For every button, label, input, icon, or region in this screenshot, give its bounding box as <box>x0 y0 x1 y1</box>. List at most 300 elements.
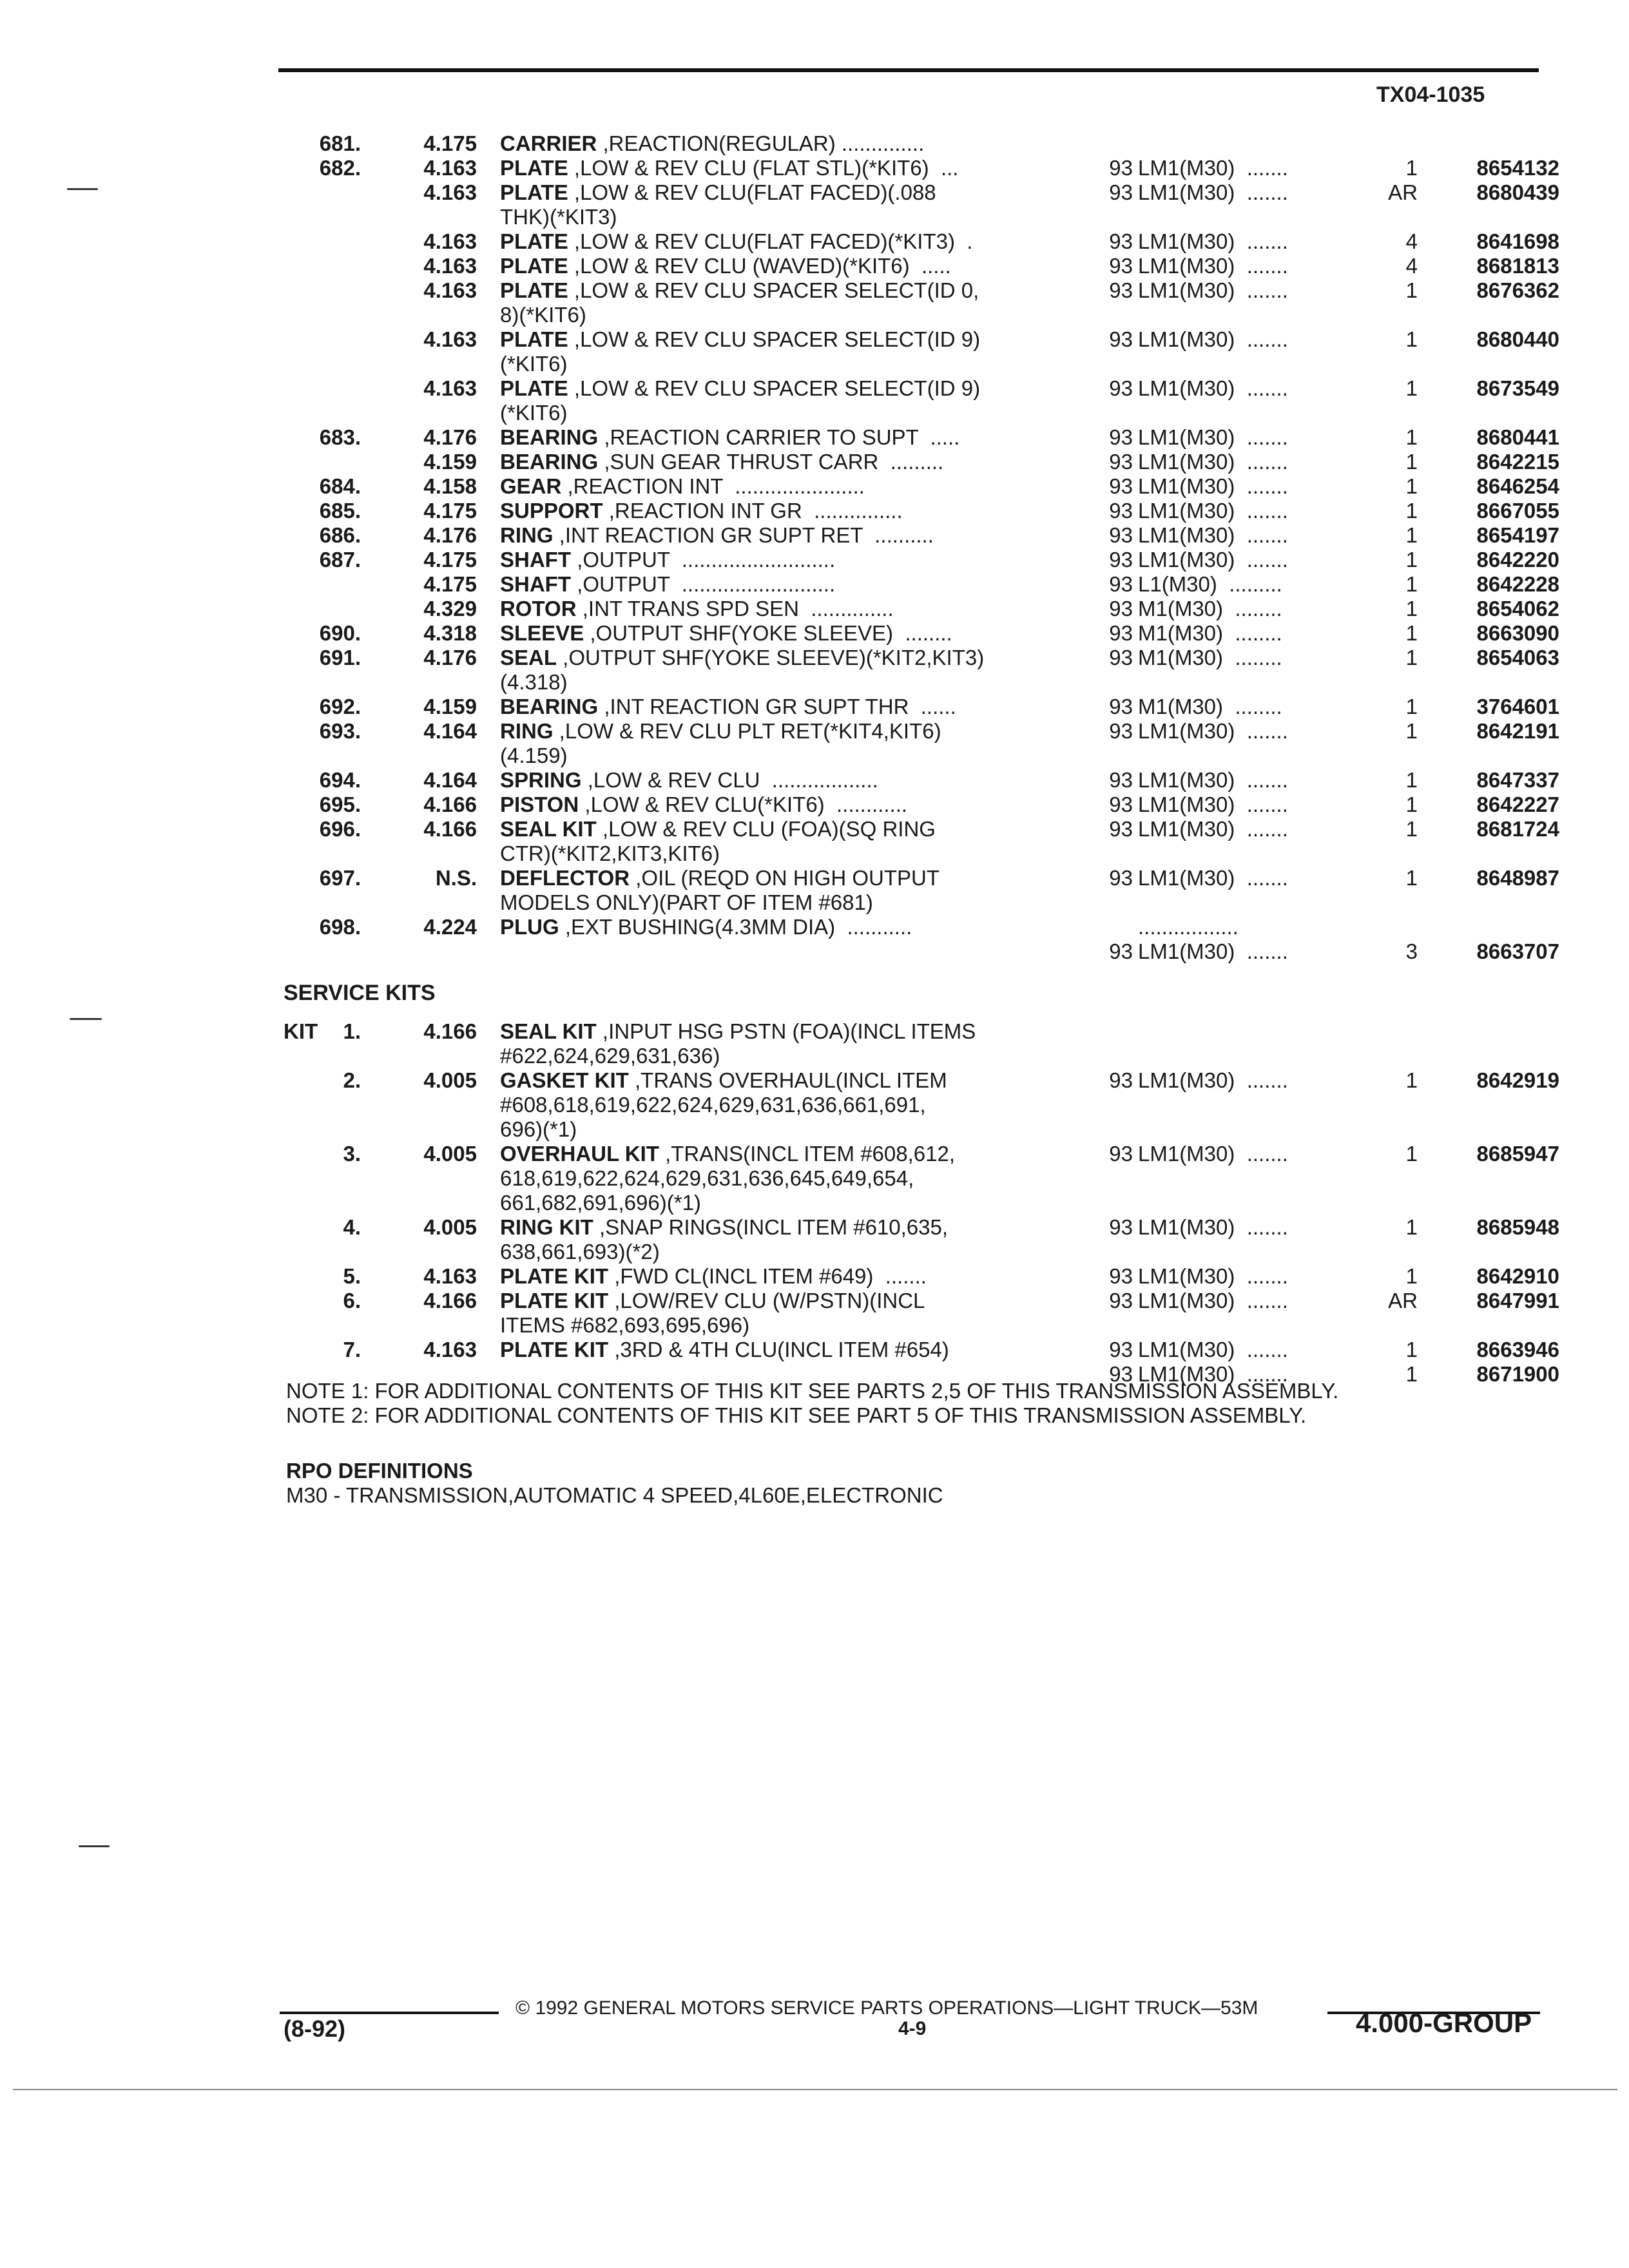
part-description: ,LOW & REV CLU SPACER SELECT(ID 0, 8)(*KIT6) <box>500 278 979 327</box>
part-number: 8642215 <box>1476 450 1559 474</box>
quantity: 3 <box>1405 939 1418 963</box>
group-number: 4.005 <box>423 1142 477 1166</box>
part-name: OVERHAUL KIT <box>500 1142 659 1166</box>
part-number: 8642220 <box>1476 548 1559 572</box>
part-number: 8681724 <box>1476 817 1559 841</box>
group-number: 4.163 <box>423 278 477 302</box>
quantity: 4 <box>1405 254 1418 278</box>
group-number: 4.163 <box>423 376 477 400</box>
group-number: 4.159 <box>423 695 477 718</box>
model-year: 93 <box>1109 646 1133 669</box>
rpo-code: LM1(M30) ....... <box>1138 1215 1288 1239</box>
model-year: 93 <box>1109 254 1133 278</box>
model-year: 93 <box>1109 327 1133 351</box>
part-name: PLATE KIT <box>500 1264 609 1288</box>
part-description: ,TRANS(INCL ITEM #608,612, 618,619,622,624,629,631,636,645,649,654, 661,682,691,696)(*1) <box>500 1142 956 1215</box>
group-number: 4.166 <box>423 793 477 816</box>
group-number: 4.005 <box>423 1068 477 1092</box>
item-number: 695. <box>319 793 361 816</box>
model-year: 93 <box>1109 229 1133 253</box>
note-1: NOTE 1: FOR ADDITIONAL CONTENTS OF THIS KIT SEE PARTS 2,5 OF THIS TRANSMISSION ASSEMBLY. <box>286 1379 1339 1403</box>
description <box>500 523 1299 548</box>
description <box>500 1338 1299 1362</box>
part-number: 8642227 <box>1476 793 1559 816</box>
description <box>500 793 1299 817</box>
part-row <box>277 254 1559 302</box>
model-year: 93 <box>1109 1142 1133 1166</box>
rpo-code: LM1(M30) ....... <box>1138 450 1288 474</box>
rpo-code: LM1(M30) ....... <box>1138 327 1288 351</box>
part-description: ,REACTION INT ...................... <box>561 474 865 498</box>
item-number: 696. <box>319 817 361 841</box>
description <box>500 376 1299 425</box>
quantity: 1 <box>1405 425 1418 449</box>
part-number: 8654063 <box>1476 646 1559 669</box>
model-year: 93 <box>1109 499 1133 523</box>
part-description: ,REACTION(REGULAR) .............. <box>597 131 925 155</box>
group-label: 4.000-GROUP <box>1356 2008 1532 2038</box>
part-name: RING <box>500 719 554 743</box>
part-name: CARRIER <box>500 131 597 155</box>
item-number: 687. <box>319 548 361 572</box>
description <box>500 254 1299 278</box>
part-description: ,REACTION INT GR ............... <box>602 499 903 523</box>
model-year: 93 <box>1109 793 1133 816</box>
model-year: 93 <box>1109 548 1133 572</box>
part-description: ,LOW & REV CLU(*KIT6) ............ <box>579 793 908 816</box>
rpo-code: LM1(M30) ....... <box>1138 1068 1288 1092</box>
model-year: 93 <box>1109 719 1133 743</box>
description <box>500 548 1299 572</box>
part-number: 8646254 <box>1476 474 1559 498</box>
part-number: 8681813 <box>1476 254 1559 278</box>
description <box>500 621 1299 646</box>
rpo-definition: M30 - TRANSMISSION,AUTOMATIC 4 SPEED,4L60E,ELECTRONIC <box>286 1483 943 1507</box>
group-number: 4.005 <box>423 1215 477 1239</box>
parts-list <box>277 131 1559 963</box>
part-number: 8663707 <box>1476 939 1559 963</box>
description <box>500 229 1299 254</box>
part-name: BEARING <box>500 695 599 718</box>
part-name: GEAR <box>500 474 562 498</box>
rpo-code: LM1(M30) ....... <box>1138 1338 1288 1361</box>
rpo-code: LM1(M30) ....... <box>1138 180 1288 204</box>
model-year: 93 <box>1109 939 1133 963</box>
item-number: 684. <box>319 474 361 498</box>
part-number: 8685947 <box>1476 1142 1559 1166</box>
service-kits-heading: SERVICE KITS <box>284 981 436 1005</box>
quantity: 1 <box>1405 1362 1418 1386</box>
part-name: SPRING <box>500 768 582 792</box>
model-year: 93 <box>1109 1264 1133 1288</box>
part-row <box>277 915 1559 963</box>
group-number: 4.224 <box>423 915 477 939</box>
part-name: PLATE <box>500 180 568 204</box>
part-number: 8685948 <box>1476 1215 1559 1239</box>
part-number: 8654132 <box>1476 156 1559 180</box>
group-number: 4.163 <box>423 156 477 180</box>
copyright: © 1992 GENERAL MOTORS SERVICE PARTS OPERATIONS—LIGHT TRUCK—53M <box>516 1997 1258 2019</box>
part-name: SEAL KIT <box>500 1019 597 1043</box>
part-description: ,TRANS OVERHAUL(INCL ITEM #608,618,619,622,624,629,631,636,661,691, 696)(*1) <box>500 1068 947 1141</box>
group-number: 4.164 <box>423 719 477 743</box>
rpo-code: LM1(M30) ....... <box>1138 278 1288 302</box>
part-number: 8671900 <box>1476 1362 1559 1386</box>
quantity: 1 <box>1405 548 1418 572</box>
rpo-code: LM1(M30) ....... <box>1138 768 1288 792</box>
model-year: 93 <box>1109 523 1133 547</box>
rpo-code: LM1(M30) ....... <box>1138 939 1288 963</box>
description <box>500 597 1299 621</box>
part-description: ,SNAP RINGS(INCL ITEM #610,635, 638,661,693)(*2) <box>500 1215 949 1264</box>
rpo-code: LM1(M30) ....... <box>1138 817 1288 841</box>
quantity: 1 <box>1405 499 1418 523</box>
part-name: PLATE <box>500 327 568 351</box>
kit-label: KIT <box>284 1019 318 1043</box>
part-description: ,EXT BUSHING(4.3MM DIA) ........... <box>559 915 912 939</box>
quantity: AR <box>1388 1289 1418 1312</box>
part-description: ,OUTPUT SHF(YOKE SLEEVE)(*KIT2,KIT3) (4.318) <box>500 646 985 694</box>
description <box>500 719 1299 768</box>
part-row <box>277 278 1559 351</box>
model-year: 93 <box>1109 768 1133 792</box>
rpo-code: LM1(M30) ....... <box>1138 376 1288 400</box>
part-name: SHAFT <box>500 548 571 572</box>
part-description: ,LOW & REV CLU (FLAT STL)(*KIT6) ... <box>568 156 959 180</box>
group-number: 4.175 <box>423 499 477 523</box>
rpo-code: M1(M30) ........ <box>1138 597 1282 620</box>
group-number: 4.164 <box>423 768 477 792</box>
item-number: 693. <box>319 719 361 743</box>
group-number: 4.163 <box>423 180 477 204</box>
part-description: ,FWD CL(INCL ITEM #649) ....... <box>608 1264 927 1288</box>
part-number: 8647991 <box>1476 1289 1559 1312</box>
model-year: 93 <box>1109 1289 1133 1312</box>
group-number: 4.176 <box>423 646 477 669</box>
part-name: PLATE <box>500 278 568 302</box>
item-number: 694. <box>319 768 361 792</box>
part-number: 8641698 <box>1476 229 1559 253</box>
part-description: ,LOW & REV CLU .................. <box>581 768 878 792</box>
part-description: ,LOW & REV CLU SPACER SELECT(ID 9) (*KIT6) <box>500 327 981 376</box>
part-row <box>277 156 1559 204</box>
model-year: 93 <box>1109 156 1133 180</box>
group-number: 4.318 <box>423 621 477 645</box>
description <box>500 327 1299 376</box>
item-number: 692. <box>319 695 361 718</box>
item-number: 697. <box>319 866 361 890</box>
description <box>500 1264 1299 1289</box>
part-name: ROTOR <box>500 597 577 620</box>
model-year: 93 <box>1109 817 1133 841</box>
part-number: 8680440 <box>1476 327 1559 351</box>
quantity: 1 <box>1405 1338 1418 1361</box>
rpo-code: LM1(M30) ....... <box>1138 1289 1288 1312</box>
description <box>500 1019 1299 1068</box>
group-number: 4.329 <box>423 597 477 620</box>
model-year: 93 <box>1109 180 1133 204</box>
group-number: 4.166 <box>423 1289 477 1312</box>
quantity: 1 <box>1405 1142 1418 1166</box>
quantity: 1 <box>1405 523 1418 547</box>
group-number: 4.166 <box>423 817 477 841</box>
description <box>500 866 1299 915</box>
part-number: 8663946 <box>1476 1338 1559 1361</box>
part-description: ,3RD & 4TH CLU(INCL ITEM #654) <box>608 1338 949 1361</box>
group-number: 4.175 <box>423 548 477 572</box>
item-number: 681. <box>319 131 361 155</box>
item-number: 685. <box>319 499 361 523</box>
part-name: PLATE KIT <box>500 1289 609 1312</box>
description <box>500 572 1299 597</box>
part-description: ,OUTPUT .......................... <box>571 572 836 596</box>
model-year: 93 <box>1109 1362 1133 1386</box>
description <box>500 1142 1299 1215</box>
item-number: 1. <box>343 1019 361 1043</box>
part-description: ,LOW & REV CLU (WAVED)(*KIT6) ..... <box>568 254 951 278</box>
quantity: 1 <box>1405 327 1418 351</box>
part-name: BEARING <box>500 425 599 449</box>
model-year: 93 <box>1109 572 1133 596</box>
part-number: 8667055 <box>1476 499 1559 523</box>
footer-rule-left <box>280 2012 499 2014</box>
rpo-code: ................. <box>1138 915 1239 939</box>
quantity: 1 <box>1405 474 1418 498</box>
part-name: PLATE <box>500 229 568 253</box>
part-description: ,LOW/REV CLU (W/PSTN)(INCL ITEMS #682,693,695,696) <box>500 1289 925 1337</box>
part-description: ,INT REACTION GR SUPT RET .......... <box>553 523 934 547</box>
model-year: 93 <box>1109 278 1133 302</box>
rpo-code: LM1(M30) ....... <box>1138 1264 1288 1288</box>
part-number: 8642919 <box>1476 1068 1559 1092</box>
part-name: PLUG <box>500 915 559 939</box>
part-description: ,OUTPUT SHF(YOKE SLEEVE) ........ <box>584 621 952 645</box>
rpo-code: LM1(M30) ....... <box>1138 1142 1288 1166</box>
rpo-code: L1(M30) ......... <box>1138 572 1282 596</box>
group-number: 4.159 <box>423 450 477 474</box>
quantity: 1 <box>1405 1264 1418 1288</box>
part-description: ,LOW & REV CLU(FLAT FACED)(.088 THK)(*KIT3) <box>500 180 936 229</box>
part-description: ,LOW & REV CLU (FOA)(SQ RING CTR)(*KIT2,KIT3,KIT6) <box>500 817 936 865</box>
model-year: 93 <box>1109 425 1133 449</box>
model-year: 93 <box>1109 376 1133 400</box>
part-name: PLATE KIT <box>500 1338 609 1361</box>
document-id: TX04-1035 <box>1376 82 1485 107</box>
quantity: 1 <box>1405 572 1418 596</box>
page-number: 4-9 <box>898 2018 927 2039</box>
part-number: 8654197 <box>1476 523 1559 547</box>
part-name: SEAL KIT <box>500 817 597 841</box>
description <box>500 425 1299 450</box>
part-description: ,SUN GEAR THRUST CARR ......... <box>598 450 944 474</box>
notes <box>286 1379 1338 1428</box>
group-number: N.S. <box>435 866 477 890</box>
part-number: 8642228 <box>1476 572 1559 596</box>
quantity: 1 <box>1405 597 1418 620</box>
quantity: 1 <box>1405 450 1418 474</box>
part-name: BEARING <box>500 450 599 474</box>
item-number: 690. <box>319 621 361 645</box>
model-year: 93 <box>1109 1068 1133 1092</box>
quantity: 1 <box>1405 817 1418 841</box>
part-name: SLEEVE <box>500 621 584 645</box>
part-number: 8642910 <box>1476 1264 1559 1288</box>
rpo-code: LM1(M30) ....... <box>1138 1362 1288 1386</box>
item-number: 691. <box>319 646 361 669</box>
part-name: DEFLECTOR <box>500 866 630 890</box>
rpo-code: LM1(M30) ....... <box>1138 523 1288 547</box>
description <box>500 646 1299 695</box>
description <box>500 131 1299 156</box>
rpo-code: M1(M30) ........ <box>1138 621 1282 645</box>
rpo-code: LM1(M30) ....... <box>1138 425 1288 449</box>
rpo-code: M1(M30) ........ <box>1138 646 1282 669</box>
item-number: 7. <box>343 1338 361 1361</box>
item-number: 683. <box>319 425 361 449</box>
part-name: SEAL <box>500 646 557 669</box>
part-name: PLATE <box>500 156 568 180</box>
group-number: 4.163 <box>423 1338 477 1361</box>
group-number: 4.175 <box>423 572 477 596</box>
rpo-code: LM1(M30) ....... <box>1138 254 1288 278</box>
part-number: 3764601 <box>1476 695 1559 718</box>
item-number: 2. <box>343 1068 361 1092</box>
part-name: SUPPORT <box>500 499 603 523</box>
part-description: ,OUTPUT .......................... <box>571 548 836 572</box>
scan-mark <box>70 1018 102 1020</box>
quantity: 1 <box>1405 1068 1418 1092</box>
part-name: GASKET KIT <box>500 1068 629 1092</box>
part-name: PLATE <box>500 254 568 278</box>
quantity: 1 <box>1405 1215 1418 1239</box>
part-name: PISTON <box>500 793 579 816</box>
quantity: 4 <box>1405 229 1418 253</box>
group-number: 4.175 <box>423 131 477 155</box>
description <box>500 450 1299 474</box>
quantity: 1 <box>1405 866 1418 890</box>
group-number: 4.163 <box>423 1264 477 1288</box>
rpo-code: LM1(M30) ....... <box>1138 866 1288 890</box>
item-number: 4. <box>343 1215 361 1239</box>
model-year: 93 <box>1109 450 1133 474</box>
description <box>500 817 1299 866</box>
rpo-code: M1(M30) ........ <box>1138 695 1282 718</box>
item-number: 3. <box>343 1142 361 1166</box>
part-name: RING <box>500 523 554 547</box>
model-year: 93 <box>1109 695 1133 718</box>
quantity: 1 <box>1405 278 1418 302</box>
model-year: 93 <box>1109 1338 1133 1361</box>
part-description: ,LOW & REV CLU(FLAT FACED)(*KIT3) . <box>568 229 973 253</box>
model-year: 93 <box>1109 597 1133 620</box>
model-year: 93 <box>1109 621 1133 645</box>
part-name: PLATE <box>500 376 568 400</box>
part-row <box>277 548 1559 596</box>
rpo-code: LM1(M30) ....... <box>1138 474 1288 498</box>
description <box>500 1215 1299 1264</box>
model-year: 93 <box>1109 474 1133 498</box>
part-number: 8680439 <box>1476 180 1559 204</box>
part-description: ,OIL (REQD ON HIGH OUTPUT MODELS ONLY)(PART OF ITEM #681) <box>500 866 940 914</box>
part-number: 8673549 <box>1476 376 1559 400</box>
kit-row <box>277 1338 1559 1386</box>
part-number: 8680441 <box>1476 425 1559 449</box>
part-name: RING KIT <box>500 1215 593 1239</box>
part-number: 8642191 <box>1476 719 1559 743</box>
group-number: 4.176 <box>423 425 477 449</box>
quantity: 1 <box>1405 768 1418 792</box>
rpo-code: LM1(M30) ....... <box>1138 499 1288 523</box>
quantity: 1 <box>1405 719 1418 743</box>
item-number: 698. <box>319 915 361 939</box>
group-number: 4.158 <box>423 474 477 498</box>
item-number: 686. <box>319 523 361 547</box>
part-row <box>277 327 1559 400</box>
quantity: 1 <box>1405 695 1418 718</box>
description <box>500 156 1299 180</box>
description <box>500 180 1299 229</box>
part-description: ,LOW & REV CLU PLT RET(*KIT4,KIT6) (4.159) <box>500 719 941 767</box>
group-number: 4.163 <box>423 229 477 253</box>
quantity: 1 <box>1405 156 1418 180</box>
group-number: 4.163 <box>423 327 477 351</box>
scan-mark <box>79 1845 110 1847</box>
quantity: 1 <box>1405 621 1418 645</box>
rpo-code: LM1(M30) ....... <box>1138 229 1288 253</box>
part-description: ,REACTION CARRIER TO SUPT ..... <box>598 425 960 449</box>
part-description: ,INPUT HSG PSTN (FOA)(INCL ITEMS #622,624,629,631,636) <box>500 1019 976 1068</box>
quantity: AR <box>1388 180 1418 204</box>
part-description: ,INT TRANS SPD SEN .............. <box>576 597 894 620</box>
group-number: 4.166 <box>423 1019 477 1043</box>
part-number: 8676362 <box>1476 278 1559 302</box>
model-year: 93 <box>1109 866 1133 890</box>
part-description: ,INT REACTION GR SUPT THR ...... <box>598 695 956 718</box>
description <box>500 278 1299 327</box>
top-rule <box>278 68 1539 72</box>
quantity: 1 <box>1405 646 1418 669</box>
part-number: 8648987 <box>1476 866 1559 890</box>
part-number: 8654062 <box>1476 597 1559 620</box>
service-kits-list <box>277 1019 1559 1386</box>
description <box>500 1289 1299 1338</box>
note-2: NOTE 2: FOR ADDITIONAL CONTENTS OF THIS KIT SEE PART 5 OF THIS TRANSMISSION ASSEMBLY. <box>286 1403 1307 1427</box>
item-number: 682. <box>319 156 361 180</box>
item-number: 6. <box>343 1289 361 1312</box>
description <box>500 474 1299 499</box>
quantity: 1 <box>1405 376 1418 400</box>
quantity: 1 <box>1405 793 1418 816</box>
model-year: 93 <box>1109 1215 1133 1239</box>
description <box>500 499 1299 523</box>
rpo-definitions-heading: RPO DEFINITIONS <box>286 1459 473 1483</box>
item-number: 5. <box>343 1264 361 1288</box>
description <box>500 915 1299 939</box>
date-code: (8-92) <box>284 2015 346 2042</box>
part-description: ,LOW & REV CLU SPACER SELECT(ID 9) (*KIT6) <box>500 376 981 425</box>
description <box>500 768 1299 793</box>
rpo-code: LM1(M30) ....... <box>1138 719 1288 743</box>
rpo-code: LM1(M30) ....... <box>1138 548 1288 572</box>
part-name: SHAFT <box>500 572 571 596</box>
rpo-code: LM1(M30) ....... <box>1138 156 1288 180</box>
group-number: 4.163 <box>423 254 477 278</box>
rpo-code: LM1(M30) ....... <box>1138 793 1288 816</box>
part-number: 8647337 <box>1476 768 1559 792</box>
scan-mark <box>67 188 98 190</box>
description <box>500 695 1299 719</box>
scan-edge-line <box>13 2089 1617 2090</box>
